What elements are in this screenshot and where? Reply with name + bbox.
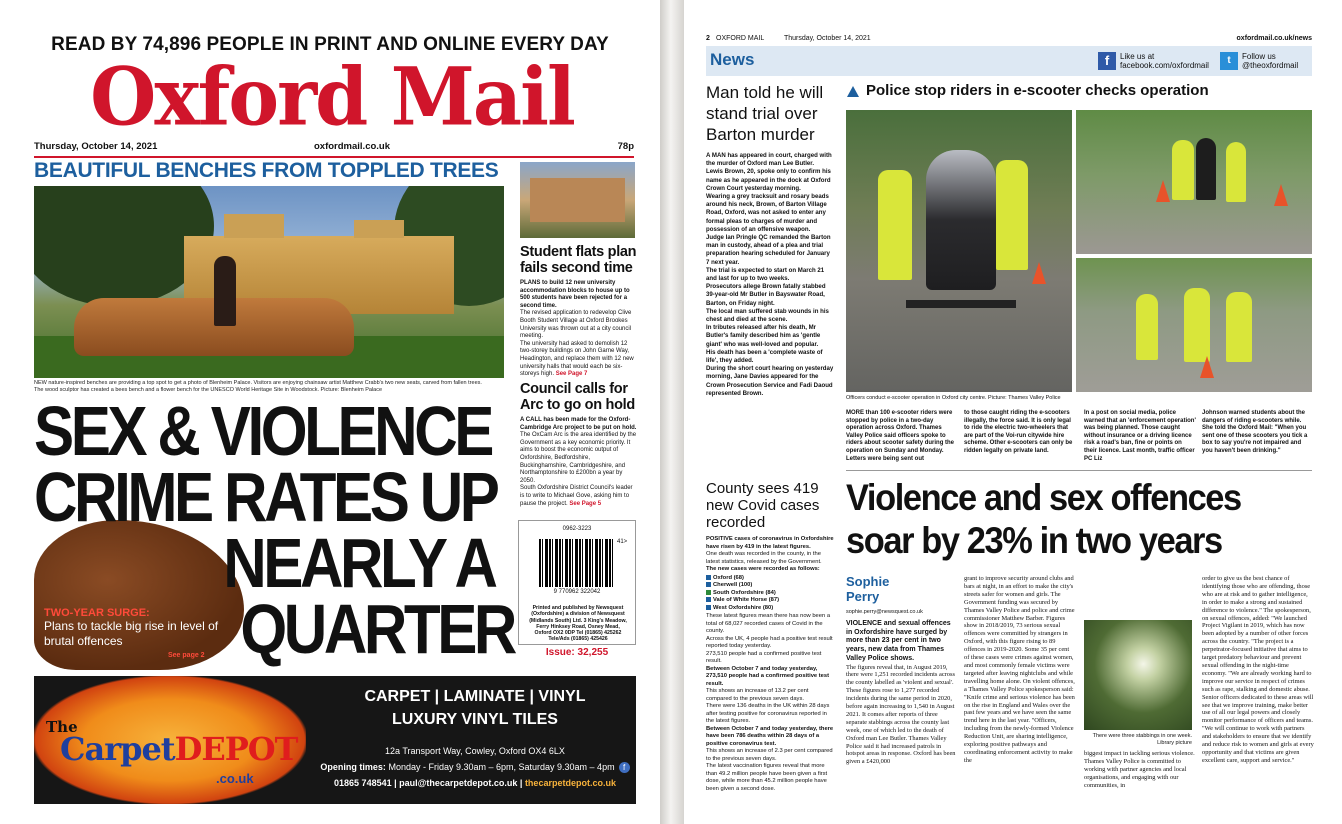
front-price: 78p: [617, 141, 634, 152]
covid-para: This shows an increase of 2.3 per cent compared to the previous seven days.: [706, 748, 833, 762]
covid-body: [706, 536, 834, 793]
violence-col-1: [846, 620, 958, 766]
arc-para: [520, 485, 638, 508]
ad-logo-the: The: [46, 718, 78, 736]
facebook-promo[interactable]: [1104, 52, 1209, 70]
murder-para: During the short court hearing on yesterday morning, Jane Davies appeared for the Crown Prosecution Service and Fadi Daoud represented Brown.: [706, 365, 834, 397]
barcode-box: [518, 520, 636, 645]
facebook-icon[interactable]: f: [619, 762, 630, 773]
twitter-promo[interactable]: [1227, 52, 1299, 70]
scooter-photo-top-right: [1076, 110, 1312, 254]
student-headline: Student flats plan fails second time: [520, 244, 637, 276]
covid-para: There were 136 deaths in the UK within 28 days after testing positive for coronavirus reported in the latest figures.: [706, 703, 830, 725]
murder-para: In tributes released after his death, Mr Butler's family described him as 'gentle giant' who was well-loved and popular.: [706, 324, 821, 348]
violence-col-3: biggest impact in tackling serious violence. Thames Valley Police is committed to working with partner agencies and local organisations, and engaging with our communities, in: [1084, 750, 1195, 789]
section-label: News: [710, 50, 755, 69]
student-see-page[interactable]: See Page 7: [555, 371, 588, 378]
violence-col-4: order to give us the best chance of identifying those who are offending, those who are at risk and to gather intelligence, in order to make a strong and sustained difference to violence." The spokesperson, on sexual offences, added: "We launched Project Vigilant in 2019, which has now been adopted by a number of other forces across the country. "The project is a perpetrator-focused initiative that aims to target predatory behaviour and prevent sexual offending in the night-time economy. "We are already working hard to improve our service in respect of crimes such as rape, stalking and domestic abuse. Senior officers dedicated to these areas will see that we improve training, make better use of all our legal powers and closely monitor performance of officers and teams. "We will continue to work with partners and stakeholders to ensure that we identify and reduce risk to women and girls at every opportunity and that victims are given excellent care, support and service.": [1202, 575, 1314, 764]
scooter-col-1: MORE than 100 e-scooter riders were stopped by police in a two-day operation across Oxford. Thames Valley Police said officers spoke to riders about scooter safety during the operation on Sunday and Monday. Letters were being sent out: [846, 410, 955, 462]
park-photo-caption: There were three stabbings in one week. Library picture: [1092, 733, 1192, 746]
twitter-icon: t: [1220, 52, 1238, 70]
covid-district: [706, 582, 834, 590]
ad-hours-label: Opening times:: [320, 762, 386, 772]
violence-col-1-text: The figures reveal that, in August 2019, there were 1,251 recorded incidents across the county labelled as 'violent and sexual'. These figures rose to 1,277 recorded incidents during the same period in 2020, before again increasing to 1,540 in August 2021. It comes after reports of three separate stabbings across the county last week, one of which led to the death of Oxford man Lee Butler. Thames Valley Police said it had increased patrols in hotspot areas in response. Oxford has been given a £420,000: [846, 663, 956, 766]
covid-para: The latest vaccination figures reveal that more than 49.2 million people have been given a first dose, while more than 45.2 million people have been given a second dose.: [706, 763, 828, 792]
ad-logo-name-b: DEPOT: [174, 730, 298, 768]
blenheim-bench-photo: [34, 186, 504, 378]
covid-district-text: West Oxfordshire (80): [713, 604, 774, 611]
barcode-issn: 0962-3223: [562, 526, 592, 532]
covid-para: POSITIVE cases of coronavirus in Oxfordshire have risen by 419 in the latest figures.: [706, 536, 834, 550]
headline-line: QUARTER: [240, 590, 514, 668]
barcode-icon: [539, 539, 615, 587]
covid-district: [706, 575, 834, 583]
park-stabbing-photo: [1084, 620, 1192, 730]
arc-body: [520, 417, 638, 508]
student-para: [520, 341, 638, 379]
triangle-icon: [847, 86, 859, 97]
ad-products-line1: CARPET | LAMINATE | VINYL: [364, 688, 586, 705]
scooter-photo-main: [846, 110, 1072, 392]
murder-para: A MAN has appeared in court, charged with the murder of Oxford man Lee Butler.: [706, 152, 832, 168]
bullet-square-icon: [706, 582, 711, 587]
benches-headline: BEAUTIFUL BENCHES FROM TOPPLED TREES: [34, 159, 499, 182]
covid-headline: County sees 419 new Covid cases recorded: [706, 480, 820, 531]
masthead-logo: Oxford Mail: [90, 49, 574, 144]
ad-hours-text: Monday - Friday 9.30am – 6pm, Saturday 9.30am – 4pm: [388, 762, 615, 772]
ad-logo-name-a: Carpet: [60, 730, 175, 768]
page-two: [684, 0, 1342, 824]
twitter-line: Follow us: [1242, 52, 1276, 61]
violence-lead: VIOLENCE and sexual offences in Oxfordshire have surged by more than 23 per cent in two years, new data from Thames Valley Police shows.: [846, 620, 951, 662]
section-rule: [846, 470, 1312, 471]
murder-body: [706, 152, 834, 398]
ad-logo-url: .co.uk: [216, 771, 254, 786]
violence-col-2: grant to improve security around clubs and bars at night, in an effort to make the city's streets safer for women and girls. The Government funding was secured by Thames Valley Police and police and crime commissioner Matthew Barber. Figures show in 2018/2019, 73 serious sexual offences were committed by strangers in Oxford, with this figure rising to 89 offences in 2019-2020. Some 35 per cent of these cases were crimes against women, and most commonly female victims were targeted after leaving nightclubs and while travelling home alone. On violent offences, a Thames Valley Police spokesperson said: "Knife crime and serious violence has been on the rise in England and Wales over the past few years and we have seen the same trend here in the last year. "Officers, including from the newly-formed Violence Reduction Unit, are sharing intelligence, exploring positive pathways and coordinating enforcement activity to make the: [964, 575, 1075, 764]
student-para-text: The university had asked to demolish 12 two-storey buildings on John Garne Way, Headington, and replace them with 12 new university halls that would each be six-storeys high.: [520, 340, 634, 378]
ad-website-link[interactable]: thecarpetdepot.co.uk: [524, 778, 616, 788]
scooter-photo-bottom-right: [1076, 258, 1312, 392]
headline-line: SEX & VIOLENCE: [34, 392, 491, 470]
arc-para: A CALL has been made for the Oxford-Cambridge Arc project to be put on hold.: [520, 417, 637, 431]
facebook-line: facebook.com/oxfordmail: [1120, 61, 1209, 70]
student-para: The revised application to redevelop Clive Booth Student Village at Oxford Brookes University was thrown out at a city council meeting.: [520, 310, 632, 340]
page-date: Thursday, October 14, 2021: [784, 35, 871, 42]
author-email[interactable]: sophie.perry@newsquest.co.uk: [846, 609, 923, 615]
covid-para: This shows an increase of 13.2 per cent compared to the previous seven days.: [706, 688, 809, 702]
covid-para: 273,510 people had a confirmed positive test result.: [706, 650, 822, 665]
bullet-square-icon: [706, 590, 711, 595]
barcode-side: 41>: [617, 539, 628, 545]
spine-gutter: [660, 0, 684, 824]
covid-district-text: South Oxfordshire (84): [713, 589, 776, 596]
murder-para: Wearing a grey tracksuit and rosary beads around his neck, Brown, of Barton Village Road, Oxford, was not asked to enter any formal pleas to charges of murder and possession of an offensive weapon.: [706, 193, 829, 233]
covid-district-text: Oxford (68): [713, 574, 744, 581]
pullquote-kicker: TWO-YEAR SURGE:: [44, 607, 150, 619]
murder-para: Judge Ian Pringle QC remanded the Barton man in custody, ahead of a plea and trial preparation hearing scheduled for January 7 next year.: [706, 234, 831, 266]
page-site-link[interactable]: oxfordmail.co.uk/news: [1236, 35, 1312, 42]
page-brand: OXFORD MAIL: [716, 35, 765, 42]
scooter-headline: Police stop riders in e-scooter checks operation: [866, 82, 1209, 99]
scooter-col-3: In a post on social media, police warned that an 'enforcement operation' was being planned. Those caught without insurance or a driving licence risk a road's ban, fine or points on their licence. Last month, traffic officer PC Liz: [1084, 410, 1196, 462]
covid-district: [706, 597, 834, 605]
pullquote: [44, 607, 234, 649]
covid-para: Between October 7 and today yesterday, 273,510 people had a confirmed positive test result.: [706, 665, 830, 687]
covid-district: [706, 590, 834, 598]
student-para: PLANS to build 12 new university accommodation blocks to house up to 500 students have been rejected for a second time.: [520, 280, 630, 309]
covid-para: One death was recorded in the county, in the latest statistics, released by the Government.: [706, 551, 822, 565]
bullet-square-icon: [706, 575, 711, 580]
murder-headline: Man told he will stand trial over Barton murder: [706, 83, 824, 144]
barcode-number: 9 770962 322042: [553, 589, 601, 595]
covid-district-list: [706, 575, 834, 613]
murder-para: His death has been a 'complete waste of life', they added.: [706, 348, 823, 365]
ad-contact: [314, 778, 636, 788]
scooter-photo-caption: Officers conduct e-scooter operation in Oxford city centre. Picture: Thames Valley Police: [846, 395, 1061, 401]
readership-tagline: READ BY 74,896 PEOPLE IN PRINT AND ONLINE EVERY DAY: [51, 34, 609, 55]
arc-headline: Council calls for Arc to go on hold: [520, 381, 635, 413]
front-dateline: [34, 141, 634, 155]
covid-district: [706, 605, 834, 613]
bench-caption-1: NEW nature-inspired benches are providing a top spot to get a photo of Blenheim Palace. Visitors are enjoying chainsaw artist Matthew Crabb's two new seats, carved from fallen trees.: [34, 380, 482, 386]
covid-list-intro: The new cases were recorded as follows:: [706, 566, 820, 572]
covid-para: These latest figures mean there has now been a total of 68,027 recorded cases of Covid in the county.: [706, 613, 831, 635]
facebook-icon: f: [1098, 52, 1116, 70]
imprint: Printed and published by Newsquest (Oxfordshire) a division of Newsquest (Midlands South) Ltd. 3 King's Meadow, Ferry Hinksey Road, Osney Mead, Oxford OX2 0DP Tel (01865) 425262 Tele/Ads (01865) 425426: [529, 605, 627, 643]
ad-logo-name: [60, 730, 297, 768]
facebook-line: Like us at: [1120, 52, 1155, 61]
front-page: [0, 0, 660, 824]
carpet-depot-advert[interactable]: [34, 676, 636, 804]
arc-para-text: South Oxfordshire District Council's leader is to write to Michael Gove, asking him to pause the project.: [520, 485, 633, 507]
covid-para: Across the UK, 4 people had a positive test result reported today yesterday.: [706, 635, 833, 650]
bullet-square-icon: [706, 605, 711, 610]
student-body: [520, 280, 638, 379]
murder-para: Lewis Brown, 20, spoke only to confirm his name as he appeared in the dock at Oxford Crown Court yesterday morning.: [706, 168, 831, 192]
violence-headline: Violence and sex offences soar by 23% in two years: [846, 477, 1241, 561]
page-two-header: [706, 35, 1312, 45]
arc-para: The OxCam Arc is the area identified by the Government as a key economic priority. It aims to boost the economic output of Oxfordshire, Bedfordshire, Buckinghamshire, Cambridgeshire, and Northamptonshire to £200bn a year by 2050.: [520, 432, 637, 484]
page-number: 2: [706, 35, 710, 42]
pullquote-body: Plans to tackle big rise in level of brutal offences: [44, 619, 219, 648]
covid-district-text: Cherwell (100): [713, 582, 753, 589]
dateline-rule: [34, 156, 634, 158]
author-name: Sophie Perry: [846, 574, 890, 604]
pullquote-see-page[interactable]: See page 2: [168, 652, 205, 659]
ad-contact-text: 01865 748541 | paul@thecarpetdepot.co.uk |: [334, 778, 523, 788]
murder-para: Prosecutors allege Brown fatally stabbed 39-year-old Mr Butler in Bayswater Road, Barton, on Friday night.: [706, 283, 826, 307]
student-flats-photo: [520, 162, 635, 238]
covid-district-text: Vale of White Horse (87): [713, 597, 780, 604]
scooter-col-2: to those caught riding the e-scooters illegally, the force said. It is only legal to ride the electric two-wheelers that are part of the Voi-run citywide hire scheme. Other e-scooters can only be ridden legally on private land.: [964, 410, 1073, 454]
ad-products-line2: LUXURY VINYL TILES: [392, 711, 558, 728]
covid-para: Between October 7 and today yesterday, there have been 786 deaths within 28 days of a positive coronavirus test.: [706, 725, 834, 747]
ad-hours: [314, 762, 636, 773]
bullet-square-icon: [706, 597, 711, 602]
issue-number: Issue: 32,255: [545, 647, 609, 658]
ad-address: 12a Transport Way, Cowley, Oxford OX4 6LX: [385, 746, 565, 756]
front-site: oxfordmail.co.uk: [314, 141, 391, 152]
front-date: Thursday, October 14, 2021: [34, 141, 158, 152]
murder-para: The trial is expected to start on March 21 and last for up to two weeks.: [706, 266, 825, 283]
headline-line: NEARLY A: [223, 524, 495, 602]
bench-caption-2: The wood sculptor has created a bees bench and a flower bench for the UNESCO World Heritage Site in Woodstock. Picture: Blenheim Palace: [34, 387, 383, 393]
twitter-line: @theoxfordmail: [1242, 61, 1299, 70]
author-byline: [846, 574, 916, 604]
scooter-col-4: Johnson warned students about the dangers of riding e-scooters while. She told the Oxford Mail: "When you sent one of these scooters you tick a box to say you're not impaired and you haven't been drinking.": [1202, 410, 1308, 454]
murder-para: The local man suffered stab wounds in his chest and died at the scene.: [706, 307, 829, 324]
arc-see-page[interactable]: See Page 5: [569, 500, 602, 507]
headline-line: CRIME RATES UP: [34, 458, 497, 536]
